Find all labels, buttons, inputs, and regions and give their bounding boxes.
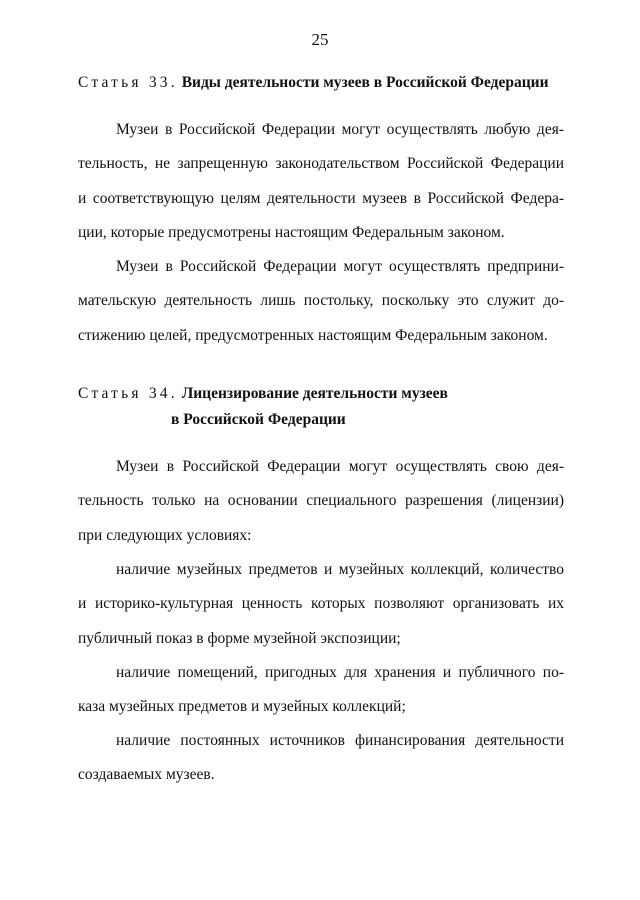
paragraph-line: Музеи в Российской Федерации могут осуществлять любую дея- [116,121,564,138]
paragraph-line: мательскую деятельность лишь постольку, поскольку это служит до- [78,292,564,310]
paragraph-line: наличие постоянных источников финансирования деятельности [116,732,564,749]
paragraph-line: тельность только на основании специального разрешения (лицензии) [78,492,564,510]
paragraph-line: Музеи в Российской Федерации могут осуществлять предприни- [116,258,564,275]
paragraph-line: публичный показ в форме музейной экспозиции; [78,629,401,647]
article-34-title-line-2: в Российской Федерации [171,411,346,428]
article-34-label: Статья 34. [78,385,178,402]
page-number: 25 [311,30,329,49]
article-33-heading [78,70,549,96]
paragraph-line: ции, которые предусмотрены настоящим Федеральным законом. [78,223,505,241]
paragraph-line: Музеи в Российской Федерации могут осуществлять свою дея- [116,458,564,475]
article-33-paragraph-1 [78,113,564,250]
article-34-paragraph-2 [78,553,564,656]
article-34-paragraph-3 [78,656,564,725]
article-34-title-line-1: Лицензирование деятельности музеев [181,385,448,402]
paragraph-line: тельность, не запрещенную законодательством Российской Федерации [78,155,564,173]
paragraph-line: наличие музейных предметов и музейных коллекций, количество [116,561,564,578]
article-33-paragraph-2 [78,250,564,353]
article-33-label: Статья 33. [78,74,178,91]
article-34-paragraph-1 [78,450,564,553]
paragraph-line: стижению целей, предусмотренных настоящим Федеральным законом. [78,326,548,344]
article-34-paragraph-4 [78,724,564,793]
paragraph-line: и историко-культурная ценность которых позволяют организовать их [78,595,564,613]
paragraph-line: каза музейных предметов и музейных коллекций; [78,698,406,716]
paragraph-line: наличие помещений, пригодных для хранения и публичного по- [116,664,564,681]
article-34-heading [78,381,448,433]
article-33-title: Виды деятельности музеев в Российской Федерации [181,74,549,91]
paragraph-line: при следующих условиях: [78,526,252,544]
paragraph-line: и соответствующую целям деятельности музеев в Российской Федера- [78,189,564,207]
paragraph-line: создаваемых музеев. [78,766,215,784]
